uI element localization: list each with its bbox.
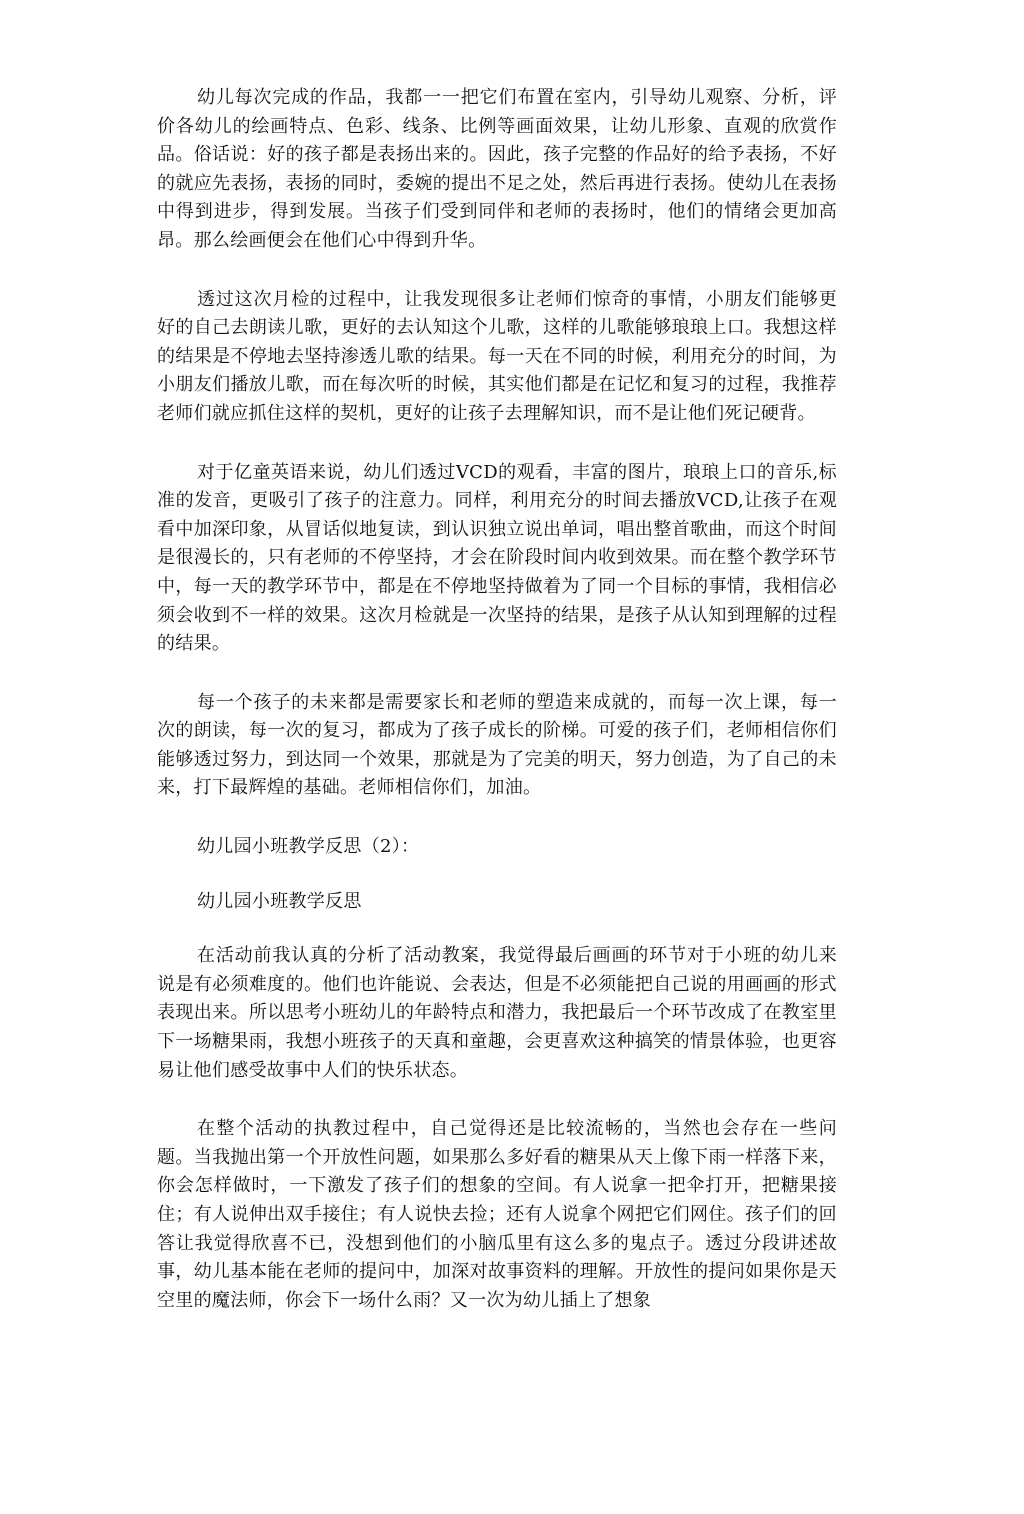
paragraph-monthly-check-rhymes: 透过这次月检的过程中，让我发现很多让老师们惊奇的事情，小朋友们能够更好的自己去朗读儿歌，更好的去认知这个儿歌，这样的儿歌能够琅琅上口。我想这样的结果是不停地去坚持渗透儿歌的结果。每一天在不同的时候，利用充分的时间，为小朋友们播放儿歌，而在每次听的时候，其实他们都是在记忆和复习的过程，我推荐老师们就应抓住这样的契机，更好的让孩子去理解知识，而不是让他们死记硬背。 bbox=[157, 288, 837, 424]
paragraph-artwork-praise: 幼儿每次完成的作品，我都一一把它们布置在室内，引导幼儿观察、分析，评价各幼儿的绘画特点、色彩、线条、比例等画面效果，让幼儿形象、直观的欣赏作品。俗话说：好的孩子都是表扬出来的。因此，孩子完整的作品好的给予表扬，不好的就应先表扬，表扬的同时，委婉的提出不足之处，然后再进行表扬。使幼儿在表扬中得到进步，得到发展。当孩子们受到同伴和老师的表扬时，他们的情绪会更加高昂。那么绘画便会在他们心中得到升华。 bbox=[157, 87, 837, 251]
section-heading-reflection-2: 幼儿园小班教学反思（2）： bbox=[197, 836, 420, 858]
section-title-reflection: 幼儿园小班教学反思 bbox=[197, 890, 362, 912]
paragraph-children-future: 每一个孩子的未来都是需要家长和老师的塑造来成就的，而每一次上课，每一次的朗读，每一次的复习，都成为了孩子成长的阶梯。可爱的孩子们，老师相信你们能够透过努力，到达同一个效果，那就是为了完美的明天，努力创造，为了自己的未来，打下最辉煌的基础。老师相信你们，加油。 bbox=[157, 691, 837, 799]
document-page bbox=[157, 84, 837, 1345]
paragraph-lesson-analysis: 在活动前我认真的分析了活动教案，我觉得最后画画的环节对于小班的幼儿来说是有必须难度的。他们也许能说、会表达，但是不必须能把自己说的用画画的形式表现出来。所以思考小班幼儿的年龄特点和潜力，我把最后一个环节改成了在教室里下一场糖果雨，我想小班孩子的天真和童趣，会更喜欢这种搞笑的情景体验，也更容易让他们感受故事中人们的快乐状态。 bbox=[157, 945, 837, 1081]
paragraph-teaching-process: 在整个活动的执教过程中，自己觉得还是比较流畅的，当然也会存在一些问题。当我抛出第一个开放性问题，如果那么多好看的糖果从天上像下雨一样落下来，你会怎样做时，一下激发了孩子们的想象的空间。有人说拿一把伞打开，把糖果接住；有人说伸出双手接住；有人说快去捡；还有人说拿个网把它们网住。孩子们的回答让我觉得欣喜不已，没想到他们的小脑瓜里有这么多的鬼点子。透过分段讲述故事，幼儿基本能在老师的提问中，加深对故事资料的理解。开放性的提问如果你是天空里的魔法师，你会下一场什么雨？又一次为幼儿插上了想象 bbox=[157, 1118, 837, 1311]
paragraph-english-vcd: 对于亿童英语来说，幼儿们透过VCD的观看，丰富的图片，琅琅上口的音乐,标准的发音，更吸引了孩子的注意力。同样，利用充分的时间去播放VCD,让孩子在观看中加深印象，从冒话似地复读，到认识独立说出单词，唱出整首歌曲，而这个时间是很漫长的，只有老师的不停坚持，才会在阶段时间内收到效果。而在整个教学环节中，每一天的教学环节中，都是在不停地坚持做着为了同一个目标的事情，我相信必须会收到不一样的效果。这次月检就是一次坚持的结果，是孩子从认知到理解的过程的结果。 bbox=[157, 461, 837, 655]
